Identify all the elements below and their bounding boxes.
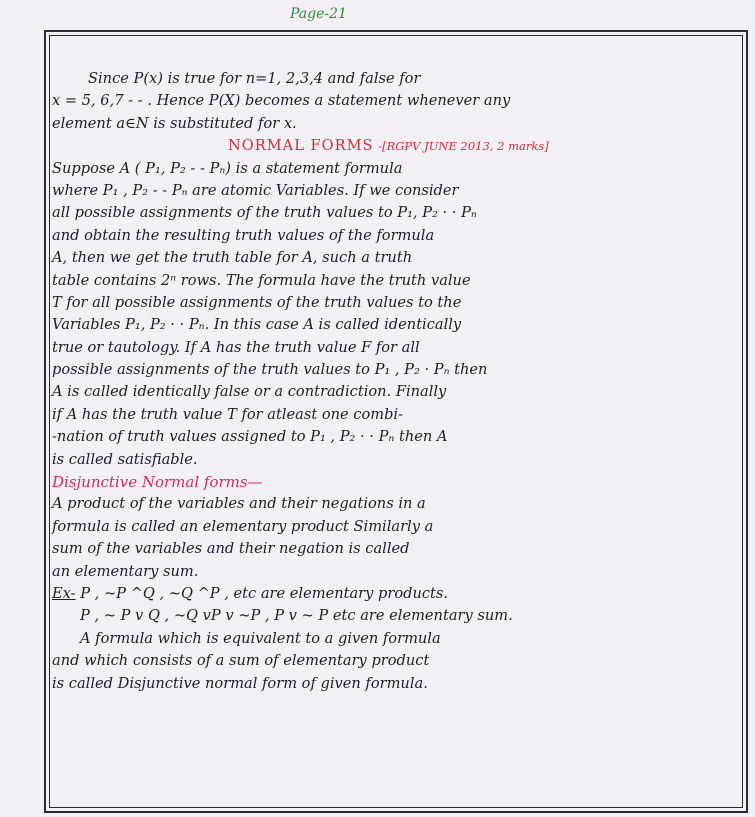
intro-line: x = 5, 6,7 - - . Hence P(X) becomes a statement whenever any	[52, 92, 511, 110]
intro-line: element a∈N is substituted for x.	[52, 114, 297, 132]
normal-forms-heading-row	[52, 135, 692, 157]
normal-forms-line: -nation of truth values assigned to P₁ , P₂ · · Pₙ then A	[52, 428, 448, 446]
normal-forms-line: is called satisfiable.	[52, 450, 198, 468]
dnf-line: sum of the variables and their negation is called	[52, 540, 410, 558]
normal-forms-line: A, then we get the truth table for A, such a truth	[52, 249, 413, 267]
normal-forms-note: -[RGPV JUNE 2013, 2 marks]	[378, 139, 549, 154]
normal-forms-line: T for all possible assignments of the truth values to the	[52, 293, 462, 311]
example-line-2: P , ~ P v Q , ~Q vP v ~P , P v ~ P etc are elementary sum.	[80, 607, 513, 625]
example-line-1	[52, 583, 692, 605]
normal-forms-heading: NORMAL FORMS	[228, 137, 374, 155]
dnf-line: A product of the variables and their negations in a	[52, 495, 426, 513]
normal-forms-line: Suppose A ( P₁, P₂ - - Pₙ) is a statement formula	[52, 159, 403, 177]
intro-line: Since P(x) is true for n=1, 2,3,4 and false for	[88, 70, 421, 87]
dnf-line: formula is called an elementary product Similarly a	[52, 517, 434, 535]
normal-forms-line: Variables P₁, P₂ · · Pₙ. In this case A is called identically	[52, 316, 462, 334]
example-label: Ex-	[52, 584, 76, 602]
example-text-1: P , ~P ^Q , ~Q ^P , etc are elementary products.	[75, 584, 449, 602]
normal-forms-line: all possible assignments of the truth values to P₁, P₂ · · Pₙ	[52, 204, 477, 222]
dnf-closing-line: A formula which is equivalent to a given formula	[80, 629, 441, 647]
page-number: Page-21	[290, 6, 347, 22]
normal-forms-line: where P₁ , P₂ - - Pₙ are atomic Variables. If we consider	[52, 181, 459, 199]
dnf-closing-line: is called Disjunctive normal form of given formula.	[52, 674, 428, 692]
normal-forms-line: true or tautology. If A has the truth value F for all	[52, 338, 420, 356]
normal-forms-line: and obtain the resulting truth values of the formula	[52, 226, 435, 244]
normal-forms-line: possible assignments of the truth values to P₁ , P₂ · Pₙ then	[52, 361, 488, 379]
normal-forms-line: table contains 2ⁿ rows. The formula have the truth value	[52, 271, 471, 289]
normal-forms-line: A is called identically false or a contradiction. Finally	[52, 383, 447, 401]
dnf-closing-line: and which consists of a sum of elementary product	[52, 652, 430, 670]
dnf-heading: Disjunctive Normal forms—	[52, 473, 263, 492]
page-content	[52, 68, 692, 695]
dnf-line: an elementary sum.	[52, 562, 199, 580]
normal-forms-line: if A has the truth value T for atleast one combi-	[52, 405, 404, 423]
